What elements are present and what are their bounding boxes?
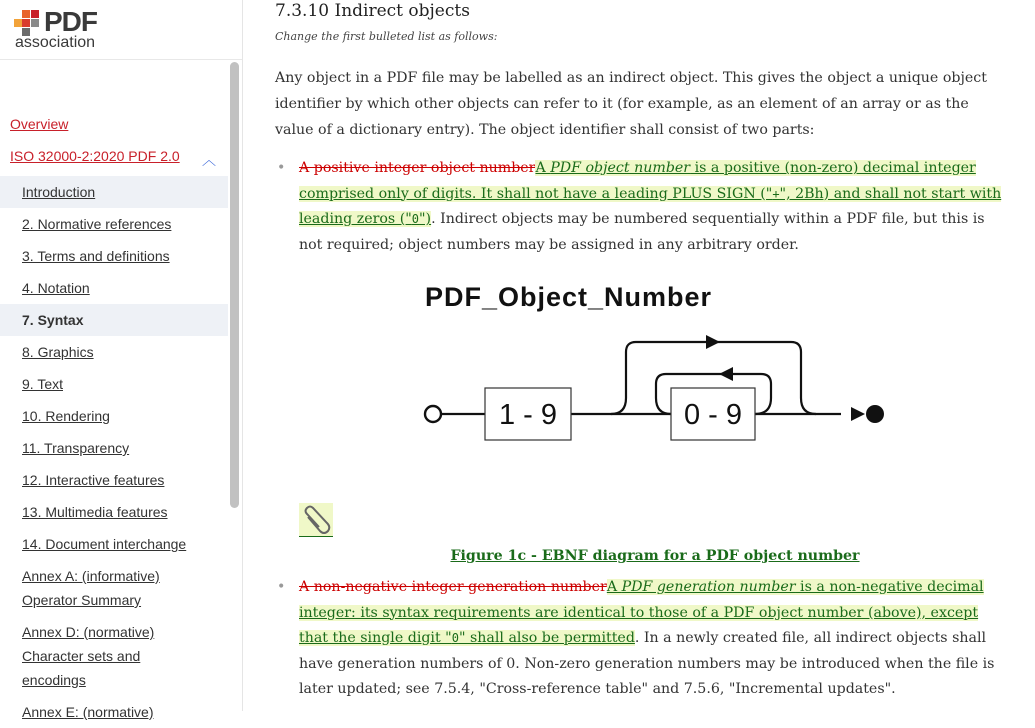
deleted-text: A non-negative integer generation number <box>299 579 607 595</box>
box-1-9-label: 1 - 9 <box>498 399 558 431</box>
chevron-up-icon[interactable]: ︿ <box>202 152 216 168</box>
nav-overview[interactable]: Overview <box>10 116 69 132</box>
code-zero: 0 <box>451 631 459 645</box>
ins-part: A <box>535 160 551 176</box>
annex-d-line2: Character sets and <box>22 648 141 664</box>
nav-item-document-interchange[interactable]: 14. Document interchange <box>22 536 187 552</box>
nav-item-annex-d[interactable] <box>0 616 228 696</box>
figure-caption[interactable]: Figure 1c - EBNF diagram for a PDF object number <box>450 548 860 564</box>
nav-item-syntax[interactable]: 7. Syntax <box>0 304 228 336</box>
nav-iso-label: ISO 32000-2:2020 PDF 2.0 <box>10 148 180 164</box>
nav-item-rendering[interactable]: 10. Rendering <box>22 408 110 424</box>
intro-paragraph: Any object in a PDF file may be labelled as an indirect object. This gives the object a unique object identifier by which other objects can refer to it (for example, as an element of an array or as the value of a dictionary entry). The object identifier shall consist of two parts: <box>275 70 987 138</box>
logo-subtitle: association <box>15 34 96 51</box>
ebnf-diagram <box>425 282 885 452</box>
ins-part: is a non-negative decimal integer: its syntax requirements are identical to those of a PDF object number (above), except that the single digit " <box>299 579 984 646</box>
bullet-rest-text: . Indirect objects may be numbered sequentially within a PDF file, but this is not required; object numbers may be assigned in any arbitrary order. <box>299 211 985 253</box>
bullet-rest-text: . In a newly created file, all indirect objects shall have generation numbers of 0. Non-zero generation numbers may be introduced when the file is later updated; see 7.5.4, "Cross-reference table" and 7.5.6, "Incremental updates". <box>299 630 995 697</box>
nav-item-transparency[interactable]: 11. Transparency <box>22 440 130 456</box>
bullet-object-number <box>299 156 1011 258</box>
nav-iso-32000[interactable] <box>0 144 228 176</box>
annex-d-line1: Annex D: (normative) <box>22 624 155 640</box>
nav-item-terms-definitions[interactable]: 3. Terms and definitions <box>22 248 170 264</box>
ins-term: PDF object number <box>550 160 691 176</box>
annex-a-line2: Operator Summary <box>22 592 142 608</box>
annex-d-line3: encodings <box>22 672 86 688</box>
bullet-generation-number <box>299 575 1011 703</box>
railroad-diagram <box>421 336 891 446</box>
nav-item-multimedia-features[interactable]: 13. Multimedia features <box>22 504 168 520</box>
figure-title: PDF_Object_Number <box>425 282 713 312</box>
box-0-9-label: 0 - 9 <box>683 399 743 431</box>
ins-part: is a positive (non-zero) decimal integer comprised only of digits. It shall not have a leading PLUS SIGN (" <box>299 160 976 202</box>
nav-item-annex-a[interactable] <box>0 560 228 616</box>
ins-term: PDF generation number <box>621 579 796 595</box>
annex-a-line1: Annex A: (informative) <box>22 568 160 584</box>
nav-item-introduction[interactable]: Introduction <box>0 176 228 208</box>
paperclip-icon[interactable] <box>299 503 333 537</box>
section-heading: 7.3.10 Indirect objects <box>275 1 470 21</box>
end-node <box>866 405 884 423</box>
nav-item-normative-references[interactable]: 2. Normative references <box>22 216 172 232</box>
logo-word: PDF <box>44 6 97 37</box>
nav-item-text[interactable]: 9. Text <box>22 376 63 392</box>
pdf-association-logo[interactable] <box>14 8 134 52</box>
nav-item-interactive-features[interactable]: 12. Interactive features <box>22 472 165 488</box>
sidebar <box>0 0 243 720</box>
divider <box>0 59 242 60</box>
editorial-note: Change the first bulleted list as follows: <box>275 30 498 43</box>
nav-item-notation[interactable]: 4. Notation <box>22 280 90 296</box>
sidebar-nav <box>0 112 228 728</box>
ins-part: ", 2Bh) and shall not start with leading zeros (" <box>299 185 1002 227</box>
sidebar-scrollbar[interactable] <box>230 62 239 508</box>
code-zero: 0 <box>411 212 420 226</box>
deleted-text: A positive integer object number <box>299 160 536 176</box>
start-node <box>425 406 441 422</box>
ins-part: " shall also be permitted <box>458 630 635 646</box>
ins-part: ") <box>419 211 432 227</box>
code-plus: + <box>772 186 780 201</box>
nav-item-annex-e[interactable]: Annex E: (normative) <box>22 704 154 720</box>
logo-mark-icon <box>14 10 42 34</box>
nav-item-graphics[interactable]: 8. Graphics <box>22 344 94 360</box>
ins-part: A <box>606 579 622 595</box>
